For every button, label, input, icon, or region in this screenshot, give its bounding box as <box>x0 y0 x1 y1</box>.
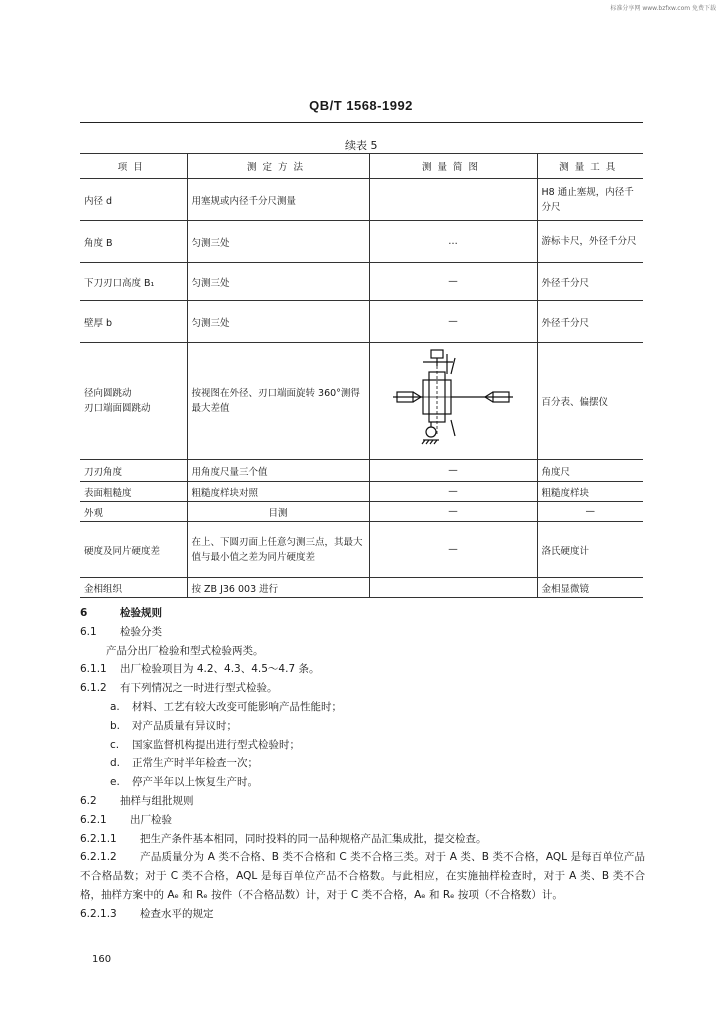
section-6-heading: 6 检验规则 <box>80 607 162 619</box>
paragraph: 产品分出厂检验和型式检验两类。 <box>106 644 264 657</box>
table-row <box>80 263 643 301</box>
row-tool: 游标卡尺，外径千分尺 <box>537 221 643 263</box>
section-6-1-heading: 6.1 检验分类 <box>80 625 162 638</box>
row-item: 硬度及同片硬度差 <box>80 522 187 578</box>
table-row <box>80 221 643 263</box>
col-method-header: 测定方法 <box>187 154 369 179</box>
clause-6-2-1-3: 6.2.1.3 检查水平的规定 <box>80 907 214 920</box>
row-item: 壁厚 b <box>80 301 187 343</box>
list-item: a. 材料、工艺有较大改变可能影响产品性能时； <box>110 700 342 713</box>
spec-table <box>80 153 643 598</box>
table-row <box>80 460 643 482</box>
col-item-header: 项目 <box>80 154 187 179</box>
row-tool: 洛氏硬度计 <box>537 522 643 578</box>
row-method: 在上、下圆刃面上任意匀测三点，其最大值与最小值之差为同片硬度差 <box>187 522 369 578</box>
row-item: 下刀刃口高度 B₁ <box>80 263 187 301</box>
row-tool: 外径千分尺 <box>537 301 643 343</box>
row-item: 外观 <box>80 502 187 522</box>
row-tool: H8 通止塞规，内径千分尺 <box>537 179 643 221</box>
row-method: 匀测三处 <box>187 263 369 301</box>
row-method: 按 ZB J36 003 进行 <box>187 578 369 598</box>
list-item: e. 停产半年以上恢复生产时。 <box>110 776 258 789</box>
clause-6-2-1-1: 6.2.1.1 把生产条件基本相同，同时投料的同一品种规格产品汇集成批，提交检查。 <box>80 832 487 845</box>
row-diagram: — <box>369 301 537 343</box>
table-row <box>80 502 643 522</box>
list-item: b. 对产品质量有异议时； <box>110 719 237 732</box>
list-item: c. 国家监督机构提出进行型式检验时； <box>110 738 300 751</box>
row-diagram: — <box>369 502 537 522</box>
row-method: 匀测三处 <box>187 221 369 263</box>
table-row <box>80 301 643 343</box>
row-item: 角度 B <box>80 221 187 263</box>
row-diagram: … <box>369 221 537 263</box>
row-diagram <box>369 179 537 221</box>
table-header-row <box>80 154 643 179</box>
row-item: 金相组织 <box>80 578 187 598</box>
col-tool-header: 测量工具 <box>537 154 643 179</box>
row-diagram: — <box>369 460 537 482</box>
row-diagram <box>369 343 537 460</box>
body-text <box>80 604 645 924</box>
table-row <box>80 179 643 221</box>
row-tool: 金相显微镜 <box>537 578 643 598</box>
table-row <box>80 343 643 460</box>
table-caption: 续表 5 <box>345 139 378 152</box>
row-item: 径向圆跳动 刃口端面圆跳动 <box>80 343 187 460</box>
section-6-2-1-heading: 6.2.1 出厂检验 <box>80 813 172 826</box>
row-method: 用塞规或内径千分尺测量 <box>187 179 369 221</box>
row-tool: — <box>537 502 643 522</box>
row-diagram: — <box>369 522 537 578</box>
col-diagram-header: 测量简图 <box>369 154 537 179</box>
section-6-2-heading: 6.2 抽样与组批规则 <box>80 794 194 807</box>
list-item: d. 正常生产时半年检查一次； <box>110 757 258 770</box>
row-item: 内径 d <box>80 179 187 221</box>
row-item: 表面粗糙度 <box>80 482 187 502</box>
row-method: 匀测三处 <box>187 301 369 343</box>
row-tool: 百分表、偏摆仪 <box>537 343 643 460</box>
row-method: 目测 <box>187 502 369 522</box>
clause-6-2-1-2: 6.2.1.2 产品质量分为 A 类不合格、B 类不合格和 C 类不合格三类。对于 A 类、B 类不合格，AQL 是每百单位产品不合格品数；对于 C 类不合格，AQL 是每百单位产品不合格数。与此相应，在实施抽样检查时，对于 A 类、B 类不合格，抽样方案中的 Aₑ 和 Rₑ 按件（不合格品数）计，对于 C 类不合格，Aₑ 和 Rₑ 按项（不合格数）计。 <box>80 851 645 901</box>
table-row <box>80 522 643 578</box>
row-diagram: — <box>369 263 537 301</box>
clause-6-1-1: 6.1.1 出厂检验项目为 4.2、4.3、4.5～4.7 条。 <box>80 663 320 676</box>
row-diagram <box>369 578 537 598</box>
table-row <box>80 482 643 502</box>
watermark: 标准分享网 www.bzfxw.com 免费下载 <box>610 5 716 12</box>
header-rule <box>80 122 643 123</box>
page-number: 160 <box>92 954 112 965</box>
table-row <box>80 578 643 598</box>
row-tool: 角度尺 <box>537 460 643 482</box>
runout-measurement-diagram <box>393 348 513 452</box>
row-item: 刀刃角度 <box>80 460 187 482</box>
row-method: 按视图在外径、刃口端面旋转 360°测得最大差值 <box>187 343 369 460</box>
standard-header: QB/T 1568-1992 <box>309 98 413 113</box>
row-tool: 外径千分尺 <box>537 263 643 301</box>
clause-6-1-2: 6.1.2 有下列情况之一时进行型式检验。 <box>80 682 278 695</box>
row-method: 粗糙度样块对照 <box>187 482 369 502</box>
row-diagram: — <box>369 482 537 502</box>
row-method: 用角度尺量三个值 <box>187 460 369 482</box>
row-tool: 粗糙度样块 <box>537 482 643 502</box>
